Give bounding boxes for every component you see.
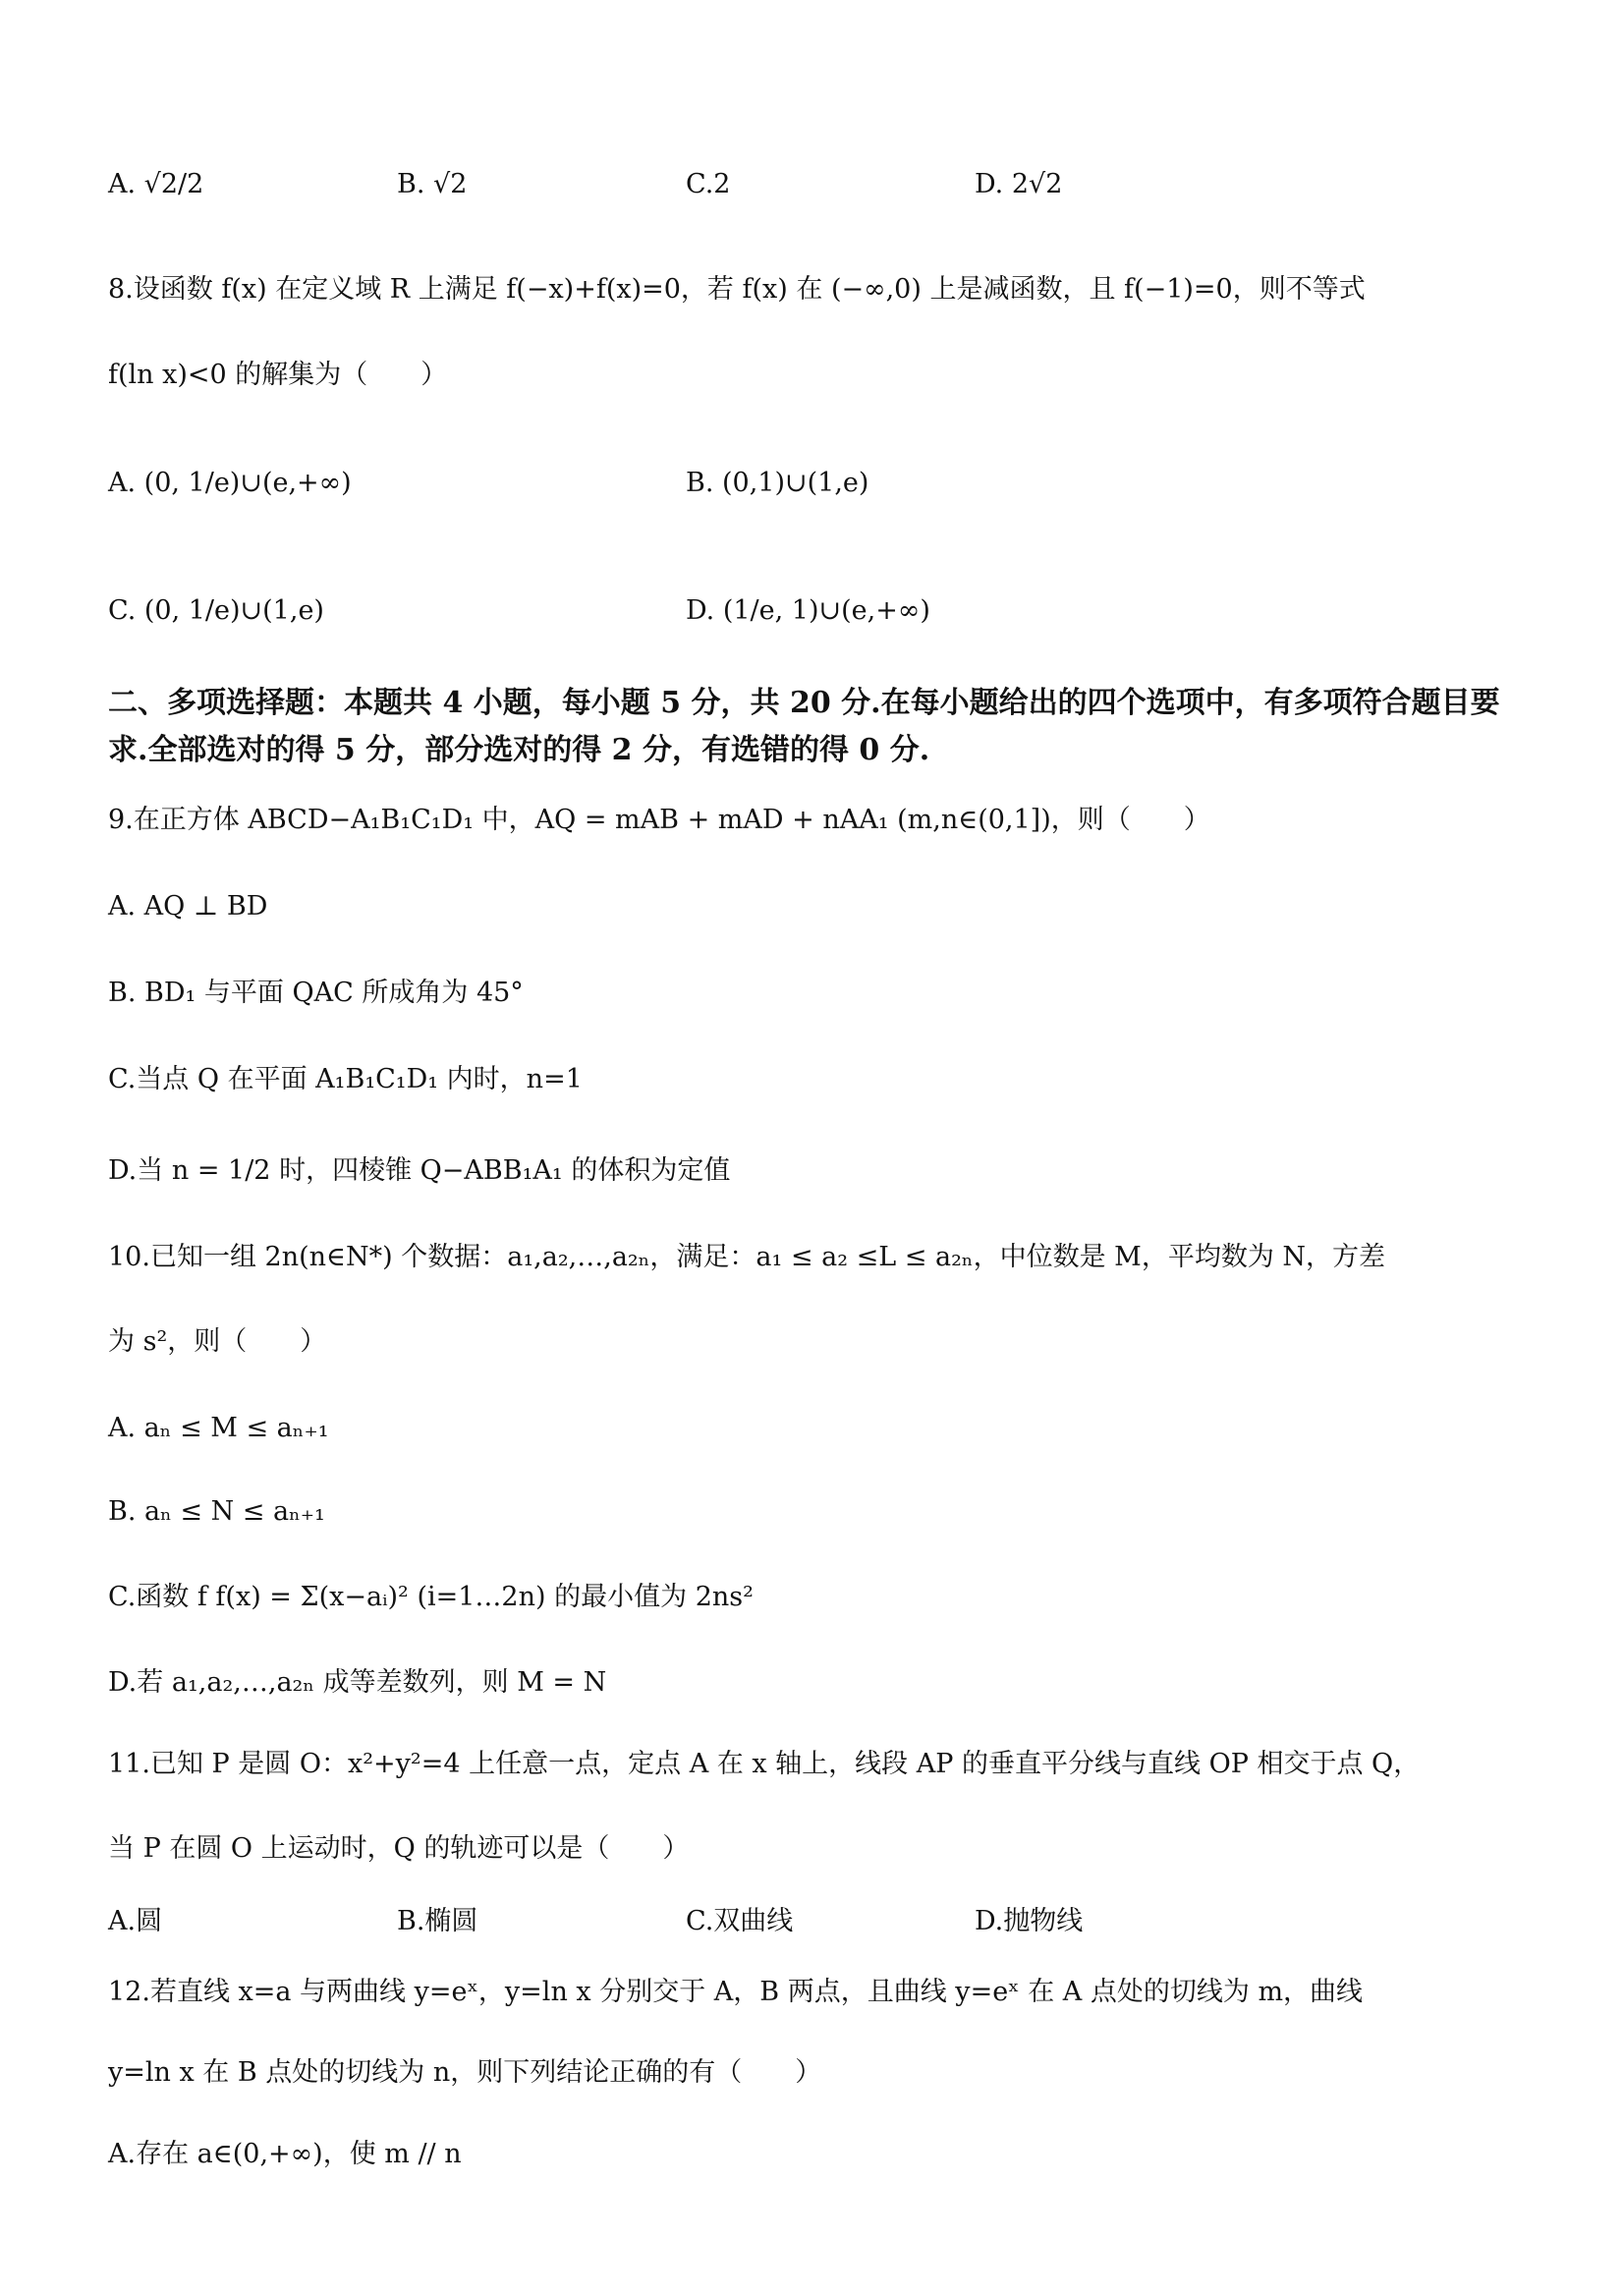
q10-stem-line2: 为 s²，则（ ） — [108, 1326, 327, 1357]
q11-option-d: D.抛物线 — [975, 1906, 1084, 1936]
q10-option-c: C.函数 f f(x) = Σ(x−aᵢ)² (i=1…2n) 的最小值为 2ns² — [108, 1582, 754, 1612]
q9-option-c: C.当点 Q 在平面 A₁B₁C₁D₁ 内时，n=1 — [108, 1064, 583, 1094]
q8-stem-line1: 8.设函数 f(x) 在定义域 R 上满足 f(−x)+f(x)=0，若 f(x) 在 (−∞,0) 上是减函数，且 f(−1)=0，则不等式 — [108, 274, 1366, 305]
q10-option-a: A. aₙ ≤ M ≤ aₙ₊₁ — [108, 1413, 329, 1443]
q11-stem-line2: 当 P 在圆 O 上运动时，Q 的轨迹可以是（ ） — [108, 1833, 690, 1864]
section2-heading: 二、多项选择题：本题共 4 小题，每小题 5 分，共 20 分.在每小题给出的四个选项中，有多项符合题目要求.全部选对的得 5 分，部分选对的得 2 分，有选错的得 0 分. — [108, 686, 1500, 767]
q10-stem-line1: 10.已知一组 2n(n∈N*) 个数据：a₁,a₂,…,a₂ₙ，满足：a₁ ≤ a₂ ≤L ≤ a₂ₙ，中位数是 M，平均数为 N，方差 — [108, 1242, 1386, 1272]
q8-option-b: B. (0,1)∪(1,e) — [686, 468, 869, 498]
q9-option-d: D.当 n = 1/2 时，四棱锥 Q−ABB₁A₁ 的体积为定值 — [108, 1155, 731, 1186]
q8-option-c: C. (0, 1/e)∪(1,e) — [108, 595, 324, 626]
q7-option-b: B. √2 — [397, 169, 468, 199]
q7-option-c: C.2 — [686, 169, 731, 199]
q8-option-a: A. (0, 1/e)∪(e,+∞) — [108, 468, 352, 498]
q8-option-d: D. (1/e, 1)∪(e,+∞) — [686, 595, 930, 626]
q11-option-c: C.双曲线 — [686, 1906, 794, 1936]
q12-stem-line2: y=ln x 在 B 点处的切线为 n，则下列结论正确的有（ ） — [108, 2057, 822, 2088]
q8-stem-line2: f(ln x)<0 的解集为（ ） — [108, 360, 448, 390]
q9-stem: 9.在正方体 ABCD−A₁B₁C₁D₁ 中，AQ = mAB + mAD + nAA₁ (m,n∈(0,1])，则（ ） — [108, 805, 1210, 835]
q11-option-a: A.圆 — [108, 1906, 163, 1936]
q10-option-b: B. aₙ ≤ N ≤ aₙ₊₁ — [108, 1496, 325, 1527]
q9-option-b: B. BD₁ 与平面 QAC 所成角为 45° — [108, 978, 524, 1008]
q11-stem-line1: 11.已知 P 是圆 O：x²+y²=4 上任意一点，定点 A 在 x 轴上，线段 AP 的垂直平分线与直线 OP 相交于点 Q， — [108, 1749, 1421, 1779]
q12-option-a: A.存在 a∈(0,+∞)，使 m // n — [108, 2139, 462, 2169]
q9-option-a: A. AQ ⊥ BD — [108, 891, 268, 922]
q10-option-d: D.若 a₁,a₂,…,a₂ₙ 成等差数列，则 M = N — [108, 1667, 607, 1698]
q7-option-a: A. √2/2 — [108, 169, 204, 199]
q12-stem-line1: 12.若直线 x=a 与两曲线 y=eˣ，y=ln x 分别交于 A，B 两点，且曲线 y=eˣ 在 A 点处的切线为 m，曲线 — [108, 1977, 1364, 2007]
q11-option-b: B.椭圆 — [397, 1906, 478, 1936]
q7-option-d: D. 2√2 — [975, 169, 1063, 199]
